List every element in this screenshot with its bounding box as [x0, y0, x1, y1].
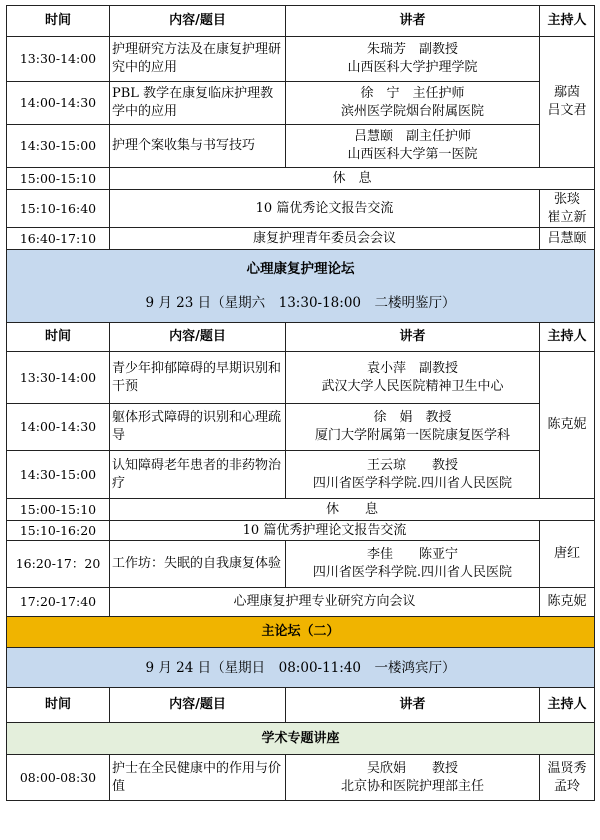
- papers-host: 唐红: [540, 521, 595, 588]
- header-row: [7, 688, 595, 723]
- header-time: 时间: [7, 6, 110, 37]
- main-forum-banner: [7, 617, 595, 648]
- papers-host: [540, 190, 595, 228]
- speaker-affiliation: 四川省医学科学院.四川省人民医院: [312, 565, 513, 580]
- host-name: 孟玲: [553, 778, 580, 794]
- session-time: 14:00-14:30: [7, 82, 110, 125]
- session-topic: 护理个案收集与书写技巧: [110, 125, 286, 168]
- speaker-name: 吴欣娟 教授: [366, 760, 458, 776]
- session-speaker: [286, 451, 540, 499]
- workshop-row: [7, 541, 595, 588]
- session-topic: 躯体形式障碍的识别和心理疏导: [110, 404, 286, 451]
- papers-label: 10 篇优秀护理论文报告交流: [110, 521, 540, 541]
- speaker-name: 徐 宁 主任护师: [360, 86, 465, 101]
- lecture-title: 学术专题讲座: [7, 723, 595, 755]
- meeting-row: [7, 228, 595, 250]
- papers-label: 10 篇优秀论文报告交流: [110, 190, 540, 228]
- header-time: 时间: [7, 323, 110, 352]
- host-name: 崔立新: [547, 209, 587, 225]
- meeting-label: 心理康复护理专业研究方向会议: [110, 588, 540, 617]
- meeting-host: 陈克妮: [540, 588, 595, 617]
- forum-banner-cell: [7, 250, 595, 323]
- session-topic: PBL 教学在康复临床护理教学中的应用: [110, 82, 286, 125]
- speaker-affiliation: 北京协和医院护理部主任: [340, 778, 484, 794]
- session-speaker: [286, 755, 540, 801]
- header-row: [7, 6, 595, 37]
- session-speaker: [286, 37, 540, 82]
- speaker-affiliation: 山西医科大学第一医院: [347, 147, 478, 162]
- workshop-speaker: [286, 541, 540, 588]
- header-host: 主持人: [540, 6, 595, 37]
- session-time: 08:00-08:30: [7, 755, 110, 801]
- host-name: 温贤秀: [547, 760, 587, 776]
- speaker-affiliation: 山西医科大学护理学院: [347, 60, 478, 75]
- break-row: [7, 168, 595, 190]
- session-speaker: [286, 82, 540, 125]
- session-row: [7, 404, 595, 451]
- session-row: [7, 451, 595, 499]
- speaker-affiliation: 厦门大学附属第一医院康复医学科: [314, 428, 510, 443]
- session-row: [7, 125, 595, 168]
- header-host: 主持人: [540, 323, 595, 352]
- session-host: [540, 37, 595, 168]
- speaker-name: 李佳 陈亚宁: [366, 547, 458, 562]
- header-speaker: 讲者: [286, 6, 540, 37]
- session-time: 13:30-14:00: [7, 352, 110, 404]
- session-speaker: [286, 352, 540, 404]
- session-topic: 护士在全民健康中的作用与价值: [110, 755, 286, 801]
- session-time: 13:30-14:00: [7, 37, 110, 82]
- papers-row: [7, 190, 595, 228]
- host-name: 吕文君: [547, 103, 587, 118]
- break-label: 休 息: [110, 168, 595, 190]
- speaker-name: 袁小萍 副教授: [366, 360, 458, 376]
- speaker-name: 吕慧颐 副主任护师: [353, 129, 471, 144]
- main-forum-date-row: [7, 648, 595, 688]
- speaker-name: 徐 娟 教授: [373, 410, 452, 425]
- session-topic: 认知障碍老年患者的非药物治疗: [110, 451, 286, 499]
- papers-row: [7, 521, 595, 541]
- break-row: [7, 499, 595, 521]
- header-speaker: 讲者: [286, 323, 540, 352]
- schedule-table: [6, 5, 595, 801]
- session-time: 14:00-14:30: [7, 404, 110, 451]
- workshop-time: 16:20-17：20: [7, 541, 110, 588]
- session-row: [7, 755, 595, 801]
- session-host: 陈克妮: [540, 352, 595, 499]
- header-host: 主持人: [540, 688, 595, 723]
- header-time: 时间: [7, 688, 110, 723]
- break-label: 休 息: [110, 499, 595, 521]
- speaker-affiliation: 四川省医学科学院.四川省人民医院: [312, 475, 513, 491]
- header-topic: 内容/题目: [110, 6, 286, 37]
- break-time: 15:00-15:10: [7, 499, 110, 521]
- header-speaker: 讲者: [286, 688, 540, 723]
- session-row: [7, 352, 595, 404]
- main-forum-subtitle: 9 月 24 日（星期日 08:00-11:40 一楼鸿宾厅）: [7, 648, 595, 688]
- speaker-name: 王云琼 教授: [366, 457, 458, 473]
- header-topic: 内容/题目: [110, 688, 286, 723]
- session-host: [540, 755, 595, 801]
- lecture-banner: [7, 723, 595, 755]
- session-row: [7, 37, 595, 82]
- session-row: [7, 82, 595, 125]
- forum-title: 心理康复护理论坛: [246, 261, 355, 277]
- forum-banner: [7, 250, 595, 323]
- speaker-affiliation: 滨州医学院烟台附属医院: [340, 104, 484, 119]
- session-topic: 护理研究方法及在康复护理研究中的应用: [110, 37, 286, 82]
- host-name: 张琰: [553, 191, 580, 207]
- speaker-affiliation: 武汉大学人民医院精神卫生中心: [321, 378, 504, 394]
- session-speaker: [286, 404, 540, 451]
- main-forum-title: 主论坛（二）: [7, 617, 595, 648]
- workshop-topic: 工作坊：失眠的自我康复体验: [110, 541, 286, 588]
- session-speaker: [286, 125, 540, 168]
- session-time: 14:30-15:00: [7, 451, 110, 499]
- meeting-label: 康复护理青年委员会会议: [110, 228, 540, 250]
- forum-subtitle: 9 月 23 日（星期六 13:30-18:00 二楼明鉴厅）: [145, 295, 456, 311]
- session-topic: 青少年抑郁障碍的早期识别和干预: [110, 352, 286, 404]
- session-time: 14:30-15:00: [7, 125, 110, 168]
- papers-time: 15:10-16:20: [7, 521, 110, 541]
- papers-time: 15:10-16:40: [7, 190, 110, 228]
- header-row: [7, 323, 595, 352]
- speaker-name: 朱瑞芳 副教授: [366, 42, 458, 57]
- break-time: 15:00-15:10: [7, 168, 110, 190]
- meeting-time: 17:20-17:40: [7, 588, 110, 617]
- meeting-row: [7, 588, 595, 617]
- meeting-time: 16:40-17:10: [7, 228, 110, 250]
- header-topic: 内容/题目: [110, 323, 286, 352]
- meeting-host: 吕慧颐: [540, 228, 595, 250]
- host-name: 鄢茵: [553, 85, 580, 100]
